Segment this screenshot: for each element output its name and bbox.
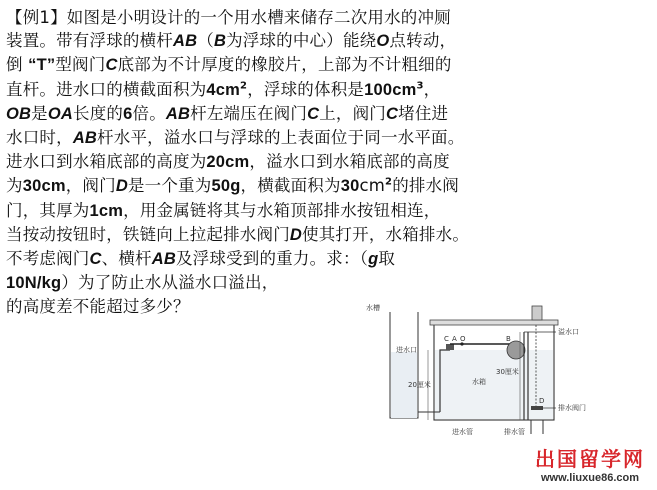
exponent: 3 — [416, 80, 424, 92]
valve-C — [446, 344, 454, 350]
text-run: ）为了防止水从溢水口溢出， — [61, 273, 279, 293]
text-run: 直杆。进水口的横截面积为 — [6, 79, 207, 99]
label-OA: OA — [47, 104, 74, 123]
text-run: 取 — [378, 249, 396, 269]
label-O: O — [376, 32, 390, 51]
text-run: 的排水阀 — [392, 176, 459, 196]
label-C: C — [444, 335, 449, 343]
value-overflow-height: 30cm — [22, 177, 66, 196]
label-D: D — [289, 225, 303, 244]
text-run: 倍。 — [132, 103, 166, 123]
label-C: C — [105, 56, 118, 75]
problem-line-4 — [6, 78, 652, 102]
text-run: （ — [197, 31, 214, 51]
text-run: 的高度差不能超过多少？ — [6, 297, 190, 317]
label-tank: 水槽 — [366, 304, 380, 312]
label-drain-pipe: 排水管 — [504, 428, 525, 436]
label-C: C — [307, 104, 320, 123]
cistern-lid — [430, 320, 558, 325]
text-run: 【例1】如图是小明设计的一个用水槽来储存二次用水的冲厕 — [6, 8, 451, 27]
label-AB: AB — [173, 32, 198, 51]
label-AB: AB — [165, 104, 191, 123]
exponent: 2 — [385, 176, 393, 188]
label-OB: OB — [6, 104, 32, 123]
problem-line-3 — [6, 53, 652, 77]
label-inlet: 进水口 — [396, 346, 417, 354]
flush-button — [532, 306, 542, 320]
text-run: 为浮球的中心）能绕 — [226, 31, 377, 51]
problem-line-6 — [6, 126, 652, 150]
text-run: ，浮球的体积是 — [247, 79, 365, 99]
label-drain-valve: 排水阀门 — [558, 404, 586, 412]
text-run: 倒 — [6, 55, 29, 75]
watermark-title: 出国留学网 — [535, 447, 645, 471]
label-box: 水箱 — [472, 378, 486, 386]
label-B: B — [506, 335, 511, 343]
text-run: 底部为不计厚度的橡胶片，上部为不计粗细的 — [117, 55, 452, 75]
label-O: O — [460, 335, 466, 343]
diagram-svg — [356, 292, 626, 438]
value-g: 10N/kg — [6, 274, 62, 293]
label-30cm: 30厘米 — [496, 368, 519, 376]
text-run: 当按动按钮时，铁链向上拉起排水阀门 — [6, 224, 290, 244]
text-run: 门，其厚为 — [6, 200, 90, 220]
text-run: 为 — [6, 176, 23, 196]
problem-line-10 — [6, 223, 652, 247]
label-A: A — [452, 335, 457, 343]
label-C: C — [386, 104, 399, 123]
text-run: 水口时， — [6, 128, 73, 148]
text-run: 长度的 — [73, 103, 124, 123]
label-20cm: 20厘米 — [408, 381, 431, 389]
problem-line-1 — [6, 6, 652, 29]
label-overflow: 溢水口 — [558, 328, 579, 336]
label-D: D — [115, 177, 128, 196]
exponent: 2 — [240, 80, 248, 92]
text-run: 、横杆 — [101, 249, 152, 269]
value-valve-thickness: 1cm — [89, 201, 124, 220]
label-B: B — [213, 32, 227, 51]
problem-line-7 — [6, 150, 652, 174]
text-run: 堵住进 — [398, 103, 449, 123]
value-inlet-height: 20cm — [206, 153, 250, 172]
text-run: ，溢水口到水箱底部的高度 — [249, 152, 450, 172]
label-D: D — [539, 397, 545, 405]
label-g: g — [368, 250, 379, 269]
problem-line-9 — [6, 199, 652, 223]
text-run: 上，阀门 — [319, 103, 386, 123]
text-run: 及浮球受到的重力。求：（ — [175, 249, 369, 269]
text-run: ，用金属链将其与水箱顶部排水按钮相连， — [123, 200, 441, 220]
problem-line-11 — [6, 247, 652, 271]
text-run: ，阀门 — [65, 176, 116, 196]
toilet-tank-diagram — [356, 292, 626, 438]
text-run: 是 — [31, 103, 48, 123]
value-valve-area: 30 — [340, 177, 360, 196]
problem-line-5 — [6, 102, 652, 126]
value-ratio: 6 — [123, 104, 133, 123]
problem-line-8 — [6, 174, 652, 198]
text-run: 点转动， — [389, 31, 457, 51]
label-AB: AB — [151, 250, 176, 269]
label-C: C — [89, 250, 102, 269]
drain-valve-D — [531, 406, 543, 410]
text-run: ， — [423, 79, 441, 99]
text-run: 不考虑阀门 — [6, 249, 90, 269]
text-run: 型阀门 — [55, 55, 106, 75]
text-run: 杆左端压在阀门 — [190, 103, 308, 123]
problem-text — [6, 6, 652, 319]
text-run: 使其打开，水箱排水。 — [302, 224, 470, 244]
site-watermark — [535, 443, 645, 484]
label-inlet-pipe: 进水管 — [452, 428, 473, 436]
value-ball-volume: 100cm — [364, 80, 417, 99]
text-run: 进水口到水箱底部的高度为 — [6, 152, 207, 172]
text-run: 是一个重为 — [127, 176, 212, 196]
value-inlet-area: 4cm — [206, 80, 241, 99]
problem-line-2 — [6, 29, 652, 53]
text-run: ，横截面积为 — [240, 176, 341, 196]
watermark-url: www.liuxue86.com — [540, 472, 639, 484]
label-AB: AB — [72, 129, 98, 148]
text-run: 杆水平，溢水口与浮球的上表面位于同一水平面。 — [97, 128, 465, 148]
label-T: “T” — [28, 56, 56, 75]
value-valve-weight: 50g — [211, 177, 241, 196]
float-ball — [507, 341, 525, 359]
unit: cm — [359, 176, 386, 196]
text-run: 装置。带有浮球的横杆 — [6, 31, 173, 51]
